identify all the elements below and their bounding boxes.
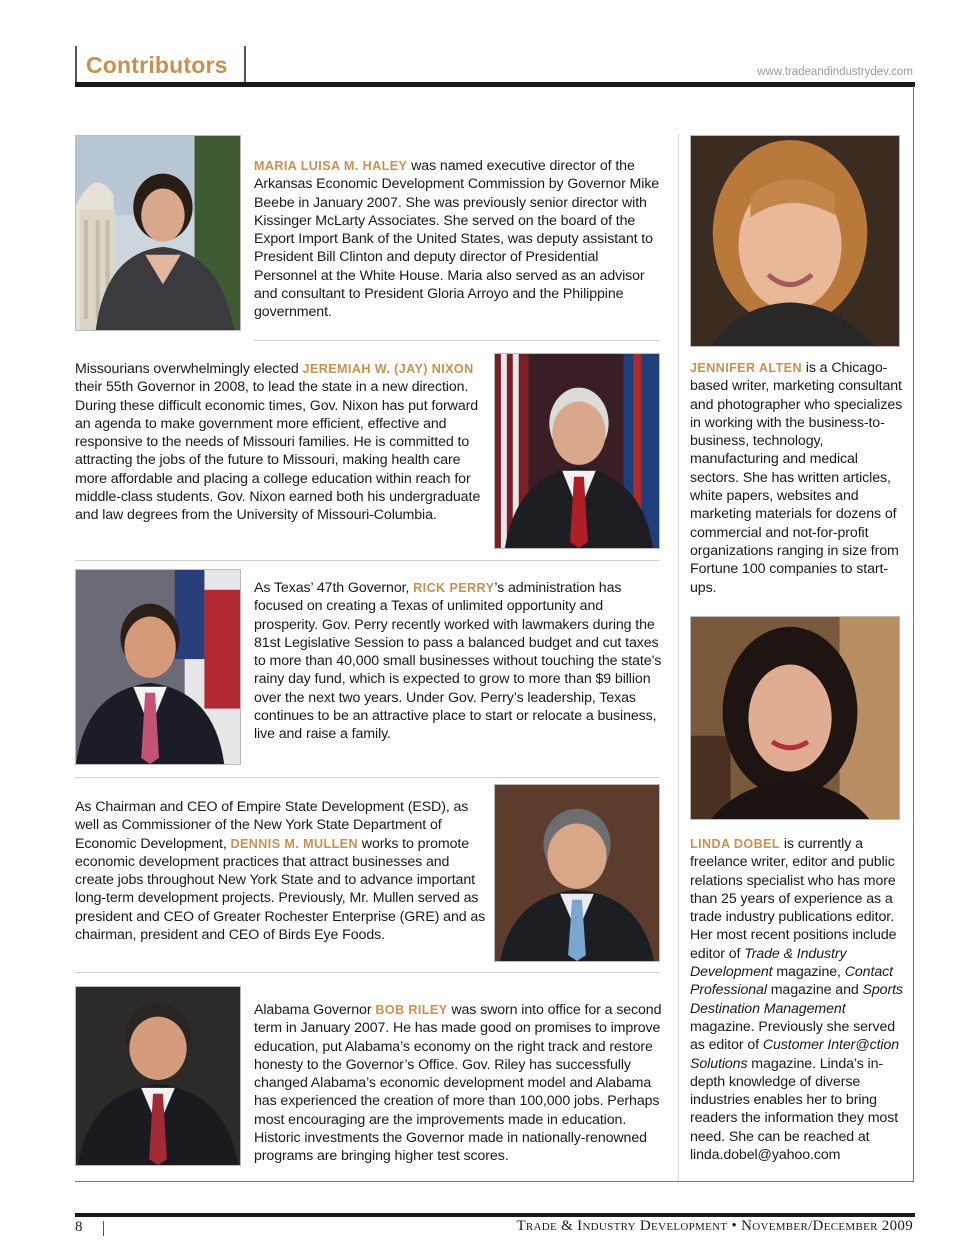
nixon-bio-text: their 55th Governor in 2008, to lead the state in a new direction. During these difficult economic times, Gov. Nixon has put forward an agenda to make government more efficient, effective and responsive to the needs of Missouri families. He is committed to attracting the jobs of the future to Missouri, making health care more affordable and placing a college education within reach for middle-class students. Gov. Nixon earned both his undergraduate and law degrees from the University of Missouri-Columbia. [75,379,481,524]
mullen-name: DENNIS M. MULLEN [230,836,358,851]
footer-divider [103,1221,104,1236]
column-divider [678,135,679,1181]
page-number: 8 [75,1219,83,1235]
alten-photo [690,135,900,347]
perry-photo [75,569,241,765]
page-bottom-border [75,1181,914,1182]
dobel-bio-text: is currently a freelance writer, editor and public relations specialist who has more than 25 years of experience as a trade industry publications editor. Her most recent positions include editor of [690,836,897,962]
dobel-publication: Sports Destination Management [690,982,903,1017]
dobel-photo [690,616,900,820]
perry-name: RICK PERRY [413,581,495,595]
dobel-publication: Trade & Industry Development [690,945,847,981]
dobel-publication: Customer Inter@ction Solutions [690,1037,900,1072]
riley-bio [254,1001,664,1166]
alten-name: JENNIFER ALTEN [690,361,802,375]
riley-bio-text: was sworn into office for a second term in January 2007. He has made good on promises to improve education, put Alabama’s economy on the right track and restore honesty to the Governor’s Office. Gov. Riley has successfully changed Alabama’s economic development model and Alabama has experienced the creation of more than 100,000 jobs. Perhaps most encouraging are the improvements made in education. Historic investments the Governor made in nationally-renowned programs are bringing higher test scores. [254,1002,662,1165]
perry-bio-text: As Texas’ 47th Governor, [254,580,414,596]
nixon-name: JEREMIAH W. (JAY) NIXON [302,362,474,376]
separator [75,560,660,561]
issue-date: November/December 2009 [741,1218,913,1234]
publication-name: Trade & Industry Development [516,1218,728,1234]
page-right-border [913,86,914,1182]
nixon-photo [494,353,660,549]
haley-name: MARIA LUISA M. HALEY [254,159,408,173]
header-title-divider [244,46,246,84]
nixon-bio [75,360,487,525]
footer-bullet: • [731,1218,738,1234]
dobel-bio-text: magazine, [772,964,845,981]
dobel-bio [690,835,908,1164]
riley-bio-text: Alabama Governor [254,1002,376,1018]
alten-bio [690,359,908,597]
dobel-publication: Contact Professional [690,964,893,999]
footer-rule [75,1213,915,1217]
riley-photo [75,986,241,1166]
haley-photo [75,135,241,331]
haley-bio [254,157,664,322]
dobel-name: LINDA DOBEL [690,837,780,851]
mullen-bio [75,798,487,944]
dobel-bio-text: magazine and [766,982,863,999]
dobel-bio-text: magazine. Linda’s in-depth knowledge of diverse industries enables her to bring readers the information they most need. She can be reached at linda.dobel@yahoo.com [690,1055,899,1164]
header-rule [75,82,915,87]
haley-bio-text: was named executive director of the Arkansas Economic Development Commission by Governor Mike Beebe in January 2007. She was previously senior director with Kissinger McLarty Associates. She served on the board of the Export Import Bank of the United States, was deputy assistant to President Bill Clinton and deputy director of Presidential Personnel at the White House. Maria also served as an advisor and consultant to President Gloria Arroyo and the Philippine government. [254,158,660,321]
mullen-bio-text: As Chairman and CEO of Empire State Development (ESD), as well as Commissioner of the New York State Department of Economic Development, [75,799,469,852]
section-title: Contributors [86,52,228,78]
header-url[interactable]: www.tradeandindustrydev.com [757,66,913,78]
separator [75,777,660,778]
mullen-photo [494,784,660,962]
dobel-bio-text: magazine. Previously she served as editor of [690,1018,896,1054]
header-left-divider [75,46,77,84]
riley-name: BOB RILEY [375,1003,448,1017]
separator [254,340,660,341]
perry-bio [254,579,664,744]
perry-bio-text: ’s administration has focused on creating a Texas of unlimited opportunity and prosperity. Gov. Perry recently worked with lawmakers during the 81st Legislative Session to pass a balanced budget and cut taxes to more than 40,000 small businesses without touching the state’s rainy day fund, which is expected to grow to more than $9 billion over the next two years. Under Gov. Perry’s leadership, Texas continues to be an attractive place to start or relocate a business, live and raise a family. [254,580,662,743]
nixon-bio-text: Missourians overwhelmingly elected [75,361,303,377]
mullen-bio-text: works to promote economic development practices that attract businesses and create jobs throughout New York State and to advance important long-term development projects. Previously, Mr. Mullen served as president and CEO of Greater Rochester Enterprise (GRE) and as chairman, president and CEO of Birds Eye Foods. [75,835,486,944]
alten-bio-text: is a Chicago-based writer, marketing consultant and photographer who specializes in working with the business-to-business, technology, manufacturing and medical sectors. She has written articles, white papers, websites and marketing materials for dozens of commercial and not-for-profit organizations ranging in size from Fortune 100 companies to start-ups. [690,360,903,596]
separator [75,972,660,973]
footer-publication [516,1218,913,1235]
